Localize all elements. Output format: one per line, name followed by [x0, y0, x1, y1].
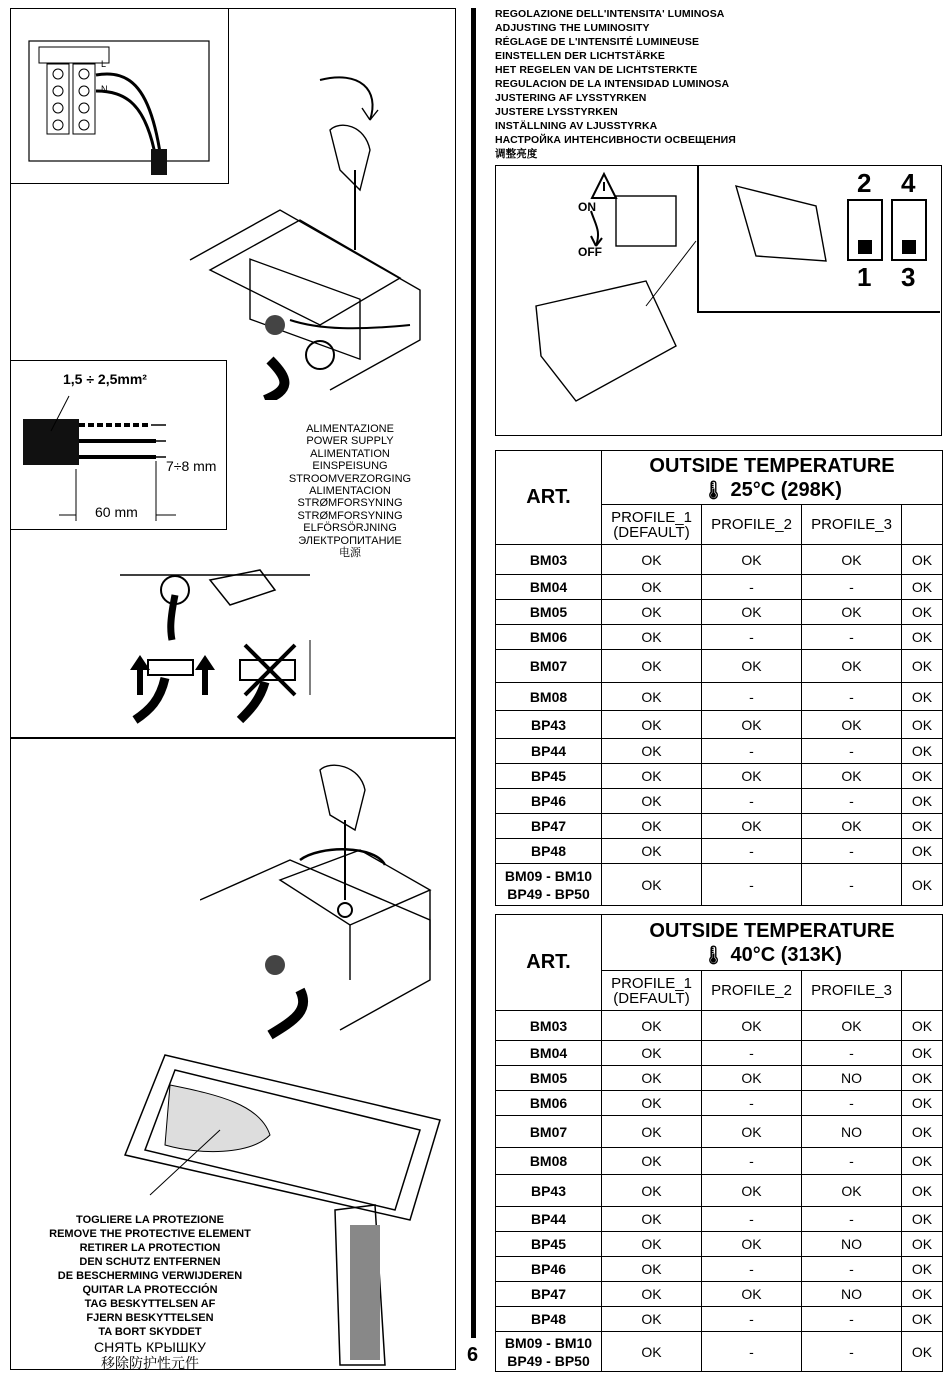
table-row	[496, 1307, 943, 1332]
art-cell: BP44	[496, 1207, 602, 1232]
profile-cell: OK	[902, 1257, 943, 1282]
switch-off-label: OFF	[578, 245, 602, 259]
luminosity-heading: НАСТРОЙКА ИНТЕНСИВНОСТИ ОСВЕЩЕНИЯ	[495, 134, 736, 146]
table-row	[496, 1011, 943, 1041]
remove-protection-labels	[40, 1213, 260, 1371]
profile-cell: OK	[802, 764, 902, 789]
profile-cell: OK	[902, 1175, 943, 1207]
column-divider	[471, 8, 476, 1338]
profile-cell: -	[702, 739, 802, 764]
remove-protection-label: TAG BESKYTTELSEN AF	[84, 1298, 216, 1310]
profile-cell: NO	[802, 1232, 902, 1257]
table-row	[496, 600, 943, 625]
profile-cell: OK	[902, 1207, 943, 1232]
art-cell: BM08	[496, 1148, 602, 1175]
profile-header: PROFILE_2	[702, 971, 802, 1011]
art-cell: BM05	[496, 1066, 602, 1091]
cable-strip-inset	[10, 360, 227, 530]
profile-cell: OK	[602, 1175, 702, 1207]
profile-cell: -	[702, 1307, 802, 1332]
table-row	[496, 545, 943, 575]
profile-cell: OK	[702, 1116, 802, 1148]
luminosity-heading: REGULACION DE LA INTENSIDAD LUMINOSA	[495, 78, 730, 90]
switch-illustration-box	[495, 165, 942, 436]
profile-cell: OK	[902, 839, 943, 864]
table-row	[496, 1091, 943, 1116]
table-row	[496, 864, 943, 906]
power-supply-label: ELFÖRSÖRJNING	[303, 522, 397, 535]
table-row	[496, 1257, 943, 1282]
profile-cell: OK	[902, 600, 943, 625]
table-row	[496, 1066, 943, 1091]
table-row	[496, 1175, 943, 1207]
luminosity-heading: ADJUSTING THE LUMINOSITY	[495, 22, 650, 34]
profile-cell: NO	[802, 1282, 902, 1307]
table-row	[496, 1207, 943, 1232]
temperature-line	[602, 943, 942, 967]
profile-cell: -	[802, 739, 902, 764]
profile-cell: OK	[902, 814, 943, 839]
profile-cell: OK	[602, 1232, 702, 1257]
table-row	[496, 839, 943, 864]
strip-length-label: 7÷8 mm	[166, 458, 217, 474]
table-row	[496, 683, 943, 711]
page-number: 6	[467, 1344, 479, 1366]
art-cell: BP44	[496, 739, 602, 764]
profile-cell: OK	[602, 1148, 702, 1175]
table-row	[496, 575, 943, 600]
profile-cell: OK	[802, 814, 902, 839]
temperature-line	[602, 478, 942, 502]
terminal-n-label: N	[101, 84, 108, 94]
profile-cell: OK	[902, 711, 943, 739]
art-cell: BP45	[496, 1232, 602, 1257]
profile-cell: OK	[602, 864, 702, 906]
table-body	[496, 1011, 943, 1372]
profile-cell: OK	[902, 1332, 943, 1372]
art-cell: BP43	[496, 1175, 602, 1207]
dip-label: 4	[901, 168, 916, 198]
luminosity-heading: HET REGELEN VAN DE LICHTSTERKTE	[495, 64, 698, 76]
profile-cell: -	[802, 1091, 902, 1116]
profile-cell: OK	[902, 1116, 943, 1148]
profile-cell: OK	[602, 1207, 702, 1232]
art-cell: BM03	[496, 1011, 602, 1041]
profile-cell: OK	[702, 1066, 802, 1091]
table-row	[496, 814, 943, 839]
profile-cell: OK	[602, 1282, 702, 1307]
profile-cell: OK	[902, 1282, 943, 1307]
table-title	[602, 915, 943, 971]
profile-header-empty	[902, 971, 943, 1011]
profile-header-empty	[902, 505, 943, 545]
remove-protection-label: 移除防护性元件	[101, 1355, 199, 1371]
remove-protection-label: RETIRER LA PROTECTION	[79, 1242, 221, 1254]
profile-cell: -	[802, 1307, 902, 1332]
power-supply-label: POWER SUPPLY	[306, 435, 394, 448]
temperature-value: 25°C (298K)	[730, 478, 842, 501]
luminosity-heading: JUSTERE LYSSTYRKEN	[495, 106, 618, 118]
art-header: ART.	[496, 915, 602, 1011]
profile-cell: -	[802, 864, 902, 906]
table-row	[496, 764, 943, 789]
art-cell: BM09 - BM10 BP49 - BP50	[496, 1332, 602, 1372]
luminosity-headings	[495, 7, 935, 161]
profile-cell: -	[702, 683, 802, 711]
profile-cell: NO	[802, 1066, 902, 1091]
profile-cell: OK	[802, 711, 902, 739]
profile-cell: -	[702, 1332, 802, 1372]
thermometer-icon: 🌡	[702, 944, 725, 965]
profile-cell: OK	[602, 814, 702, 839]
art-cell: BM08	[496, 683, 602, 711]
art-cell: BP45	[496, 764, 602, 789]
profile-cell: -	[802, 789, 902, 814]
profile-cell: OK	[802, 600, 902, 625]
profile-cell: -	[802, 1257, 902, 1282]
profile-cell: OK	[902, 739, 943, 764]
profile-cell: OK	[902, 1066, 943, 1091]
table-row	[496, 1282, 943, 1307]
profile-cell: OK	[902, 789, 943, 814]
profile-cell: OK	[702, 545, 802, 575]
profile-cell: -	[802, 1041, 902, 1066]
profile-cell: -	[702, 864, 802, 906]
profile-cell: OK	[902, 764, 943, 789]
art-cell: BM04	[496, 575, 602, 600]
luminosity-heading: 调整亮度	[495, 148, 538, 160]
table-row	[496, 650, 943, 683]
table-row	[496, 1116, 943, 1148]
profile-cell: OK	[602, 1041, 702, 1066]
profile-cell: OK	[902, 1041, 943, 1066]
dip-label: 3	[901, 262, 916, 292]
title-text: OUTSIDE TEMPERATURE	[649, 919, 895, 942]
profile-cell: OK	[702, 1232, 802, 1257]
profile-cell: OK	[602, 764, 702, 789]
profile-cell: OK	[602, 1257, 702, 1282]
profile-cell: -	[702, 1207, 802, 1232]
cable-section-label: 1,5 ÷ 2,5mm²	[63, 371, 147, 387]
art-cell: BM04	[496, 1041, 602, 1066]
table-row	[496, 1332, 943, 1372]
luminosity-heading: REGOLAZIONE DELL'INTENSITA' LUMINOSA	[495, 8, 725, 20]
profile-cell: OK	[602, 683, 702, 711]
profile-cell: OK	[702, 650, 802, 683]
power-supply-label: STRØMFORSYNING	[297, 509, 403, 522]
art-cell: BM05	[496, 600, 602, 625]
profile-header: PROFILE_1 (DEFAULT)	[602, 505, 702, 545]
art-cell: BM09 - BM10 BP49 - BP50	[496, 864, 602, 906]
profile-cell: OK	[602, 545, 702, 575]
remove-protection-label: СНЯТЬ КРЫШКУ	[94, 1339, 206, 1355]
profile-cell: -	[802, 625, 902, 650]
table-row	[496, 1041, 943, 1066]
profile-cell: -	[802, 575, 902, 600]
profile-cell: OK	[602, 789, 702, 814]
luminosity-heading: EINSTELLEN DER LICHTSTÄRKE	[495, 50, 666, 62]
cover-screw-illustration	[200, 750, 450, 1040]
profile-cell: OK	[602, 625, 702, 650]
profile-cell: OK	[602, 1116, 702, 1148]
profile-cell: OK	[702, 814, 802, 839]
wiring-illustration	[170, 60, 455, 400]
profile-cell: -	[702, 839, 802, 864]
switch-drawing	[496, 166, 940, 434]
profile-cell: -	[702, 789, 802, 814]
luminosity-heading: INSTÄLLNING AV LJUSSTYRKA	[495, 120, 658, 132]
remove-protection-label: QUITAR LA PROTECCIÓN	[82, 1284, 218, 1296]
profile-cell: -	[702, 1148, 802, 1175]
table-row	[496, 711, 943, 739]
profile-cell: OK	[702, 1282, 802, 1307]
profile-cell: OK	[702, 764, 802, 789]
art-cell: BM03	[496, 545, 602, 575]
title-text: OUTSIDE TEMPERATURE	[649, 454, 895, 477]
profile-header: PROFILE_2	[702, 505, 802, 545]
switch-on-label: ON	[578, 200, 596, 214]
profile-cell: OK	[902, 683, 943, 711]
power-supply-label: STRØMFORSYNING	[297, 497, 403, 510]
power-supply-label: EINSPEISUNG	[312, 460, 388, 473]
art-cell: BP48	[496, 839, 602, 864]
dip-label: 1	[857, 262, 872, 292]
profile-cell: -	[702, 1257, 802, 1282]
profile-cell: OK	[902, 625, 943, 650]
profile-header: PROFILE_1 (DEFAULT)	[602, 971, 702, 1011]
power-supply-label: ALIMENTAZIONE	[306, 423, 394, 435]
profile-cell: OK	[802, 545, 902, 575]
art-cell: BP48	[496, 1307, 602, 1332]
sheath-length-label: 60 mm	[95, 504, 138, 520]
profile-cell: -	[802, 1207, 902, 1232]
profile-cell: OK	[802, 650, 902, 683]
art-cell: BP43	[496, 711, 602, 739]
table-row	[496, 1232, 943, 1257]
profile-cell: OK	[602, 1066, 702, 1091]
remove-protection-label: TOGLIERE LA PROTEZIONE	[76, 1214, 224, 1226]
table-title	[602, 451, 943, 505]
table-row	[496, 789, 943, 814]
power-supply-label: ЭЛЕКТРОПИТАНИЕ	[298, 534, 402, 547]
profile-cell: OK	[902, 1091, 943, 1116]
profile-header: PROFILE_3	[802, 505, 902, 545]
temperature-table-40c	[495, 914, 943, 1372]
profile-cell: OK	[902, 864, 943, 906]
profile-cell: -	[702, 1041, 802, 1066]
luminosity-heading: RÉGLAGE DE L'INTENSITÉ LUMINEUSE	[495, 36, 700, 48]
art-cell: BP47	[496, 1282, 602, 1307]
art-cell: BP46	[496, 1257, 602, 1282]
profile-cell: OK	[602, 1307, 702, 1332]
art-cell: BP47	[496, 814, 602, 839]
profile-cell: OK	[602, 575, 702, 600]
table-row	[496, 625, 943, 650]
profile-cell: OK	[602, 739, 702, 764]
profile-cell: OK	[902, 1232, 943, 1257]
profile-cell: OK	[802, 1175, 902, 1207]
cable-gland-illustration	[110, 560, 330, 730]
remove-protection-label: TA BORT SKYDDET	[98, 1326, 202, 1338]
temperature-value: 40°C (313K)	[730, 943, 842, 966]
art-header: ART.	[496, 451, 602, 545]
profile-cell: OK	[802, 1011, 902, 1041]
remove-protection-label: DEN SCHUTZ ENTFERNEN	[79, 1256, 221, 1268]
profile-cell: -	[802, 1148, 902, 1175]
thermometer-icon: 🌡	[702, 479, 725, 500]
dip-label: 2	[857, 168, 872, 198]
profile-cell: OK	[602, 1091, 702, 1116]
profile-cell: OK	[602, 839, 702, 864]
power-supply-label: STROOMVERZORGING	[288, 472, 412, 485]
profile-cell: -	[802, 839, 902, 864]
profile-header: PROFILE_3	[802, 971, 902, 1011]
remove-protection-label: REMOVE THE PROTECTIVE ELEMENT	[49, 1228, 251, 1240]
power-supply-label: ALIMENTATION	[310, 447, 390, 460]
profile-cell: OK	[902, 575, 943, 600]
profile-cell: OK	[602, 711, 702, 739]
art-cell: BP46	[496, 789, 602, 814]
profile-cell: -	[702, 1091, 802, 1116]
power-supply-labels	[285, 423, 415, 559]
profile-cell: NO	[802, 1116, 902, 1148]
remove-protection-label: DE BESCHERMING VERWIJDEREN	[57, 1270, 243, 1282]
profile-cell: OK	[902, 1011, 943, 1041]
profile-cell: OK	[902, 1148, 943, 1175]
table-row	[496, 739, 943, 764]
profile-cell: -	[702, 625, 802, 650]
profile-cell: -	[802, 1332, 902, 1372]
table-row	[496, 1148, 943, 1175]
profile-cell: OK	[602, 1332, 702, 1372]
luminosity-heading: JUSTERING AF LYSSTYRKEN	[495, 92, 647, 104]
art-cell: BM06	[496, 625, 602, 650]
profile-cell: OK	[602, 650, 702, 683]
power-supply-label: ALIMENTACION	[309, 485, 391, 498]
remove-protection-label: FJERN BESKYTTELSEN	[86, 1312, 214, 1324]
power-supply-label: 电源	[339, 547, 361, 560]
art-cell: BM07	[496, 1116, 602, 1148]
profile-cell: OK	[902, 545, 943, 575]
temperature-table-25c	[495, 450, 943, 906]
profile-cell: OK	[902, 1307, 943, 1332]
profile-cell: OK	[602, 600, 702, 625]
profile-cell: -	[802, 683, 902, 711]
profile-cell: OK	[702, 711, 802, 739]
profile-cell: -	[702, 575, 802, 600]
profile-cell: OK	[702, 1175, 802, 1207]
table-body	[496, 545, 943, 906]
art-cell: BM06	[496, 1091, 602, 1116]
profile-cell: OK	[602, 1011, 702, 1041]
art-cell: BM07	[496, 650, 602, 683]
terminal-l-label: L	[101, 59, 107, 69]
profile-cell: OK	[702, 1011, 802, 1041]
profile-cell: OK	[702, 600, 802, 625]
profile-cell: OK	[902, 650, 943, 683]
